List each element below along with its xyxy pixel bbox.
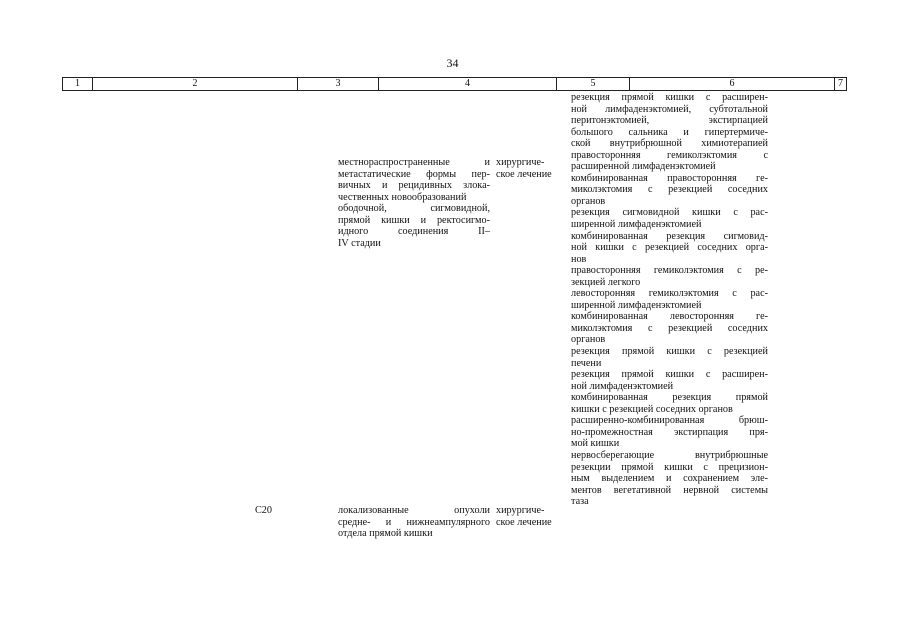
text-line: комбинированная резекция сигмовид- xyxy=(571,230,768,242)
treatment-type-block1 xyxy=(496,157,568,180)
table-header-row xyxy=(62,77,847,91)
header-col-5: 5 xyxy=(556,78,629,90)
text-line: вичных и рецидивных злока- xyxy=(338,180,490,192)
text-line: печени xyxy=(571,357,602,369)
text-line: таза xyxy=(571,496,589,508)
text-line: локализованные опухоли xyxy=(338,505,490,516)
text-line: местнораспространенные и xyxy=(338,157,490,168)
text-line: ной лимфаденэктомией, субтотальной xyxy=(571,103,768,115)
text-line: метастатические формы пер- xyxy=(338,168,490,180)
treatment-methods-column xyxy=(571,92,768,508)
page-number: 34 xyxy=(446,56,459,70)
text-line: резекция прямой кишки с резекцией xyxy=(571,346,768,358)
text-line: левосторонняя гемиколэктомия с рас- xyxy=(571,288,768,300)
text-line: правосторонняя гемиколэктомия с ре- xyxy=(571,265,768,277)
header-col-3: 3 xyxy=(297,78,378,90)
header-col-6: 6 xyxy=(629,78,834,90)
text-line: ширенной лимфаденэктомией xyxy=(571,219,702,231)
text-line: комбинированная правосторонняя ге- xyxy=(571,172,768,184)
text-line: прямой кишки и ректосигмо- xyxy=(338,214,490,226)
text-line: ным выделением и сохранением эле- xyxy=(571,473,768,485)
text-line: чественных новообразований xyxy=(338,191,467,203)
text-line: ширенной лимфаденэктомией xyxy=(571,299,702,311)
text-line: но-промежностная экстирпация пря- xyxy=(571,426,768,438)
header-col-7: 7 xyxy=(834,78,847,90)
header-col-4: 4 xyxy=(378,78,556,90)
icd-code: C20 xyxy=(255,505,272,516)
text-line: правосторонняя гемиколэктомия с xyxy=(571,149,768,161)
text-line: хирургиче- xyxy=(496,505,545,516)
text-line: ское лечение xyxy=(496,168,552,180)
text-line: нервосберегающие внутрибрюшные xyxy=(571,449,768,461)
text-line: расширенно-комбинированная брюш- xyxy=(571,415,768,427)
text-line: ной лимфаденэктомией xyxy=(571,380,674,392)
text-line: IV стадии xyxy=(338,237,381,249)
text-line: ское лечение xyxy=(496,516,552,528)
text-line: средне- и нижнеампулярного xyxy=(338,516,490,528)
header-col-2: 2 xyxy=(92,78,297,90)
text-line: кишки с резекцией соседних органов xyxy=(571,403,733,415)
text-line: комбинированная резекция прямой xyxy=(571,392,768,404)
text-line: резекция прямой кишки с расширен- xyxy=(571,92,768,103)
text-line: резекция сигмовидной кишки с рас- xyxy=(571,207,768,219)
diagnosis-description-block2 xyxy=(338,505,490,540)
text-line: большого сальника и гипертермиче- xyxy=(571,126,768,138)
text-line: ской внутрибрюшной химиотерапией xyxy=(571,138,768,150)
text-line: комбинированная левосторонняя ге- xyxy=(571,311,768,323)
text-line: перитонэктомией, экстирпацией xyxy=(571,115,768,127)
text-line: резекции прямой кишки с прецизион- xyxy=(571,461,768,473)
text-line: идного соединения II– xyxy=(338,226,490,238)
treatment-type-block2 xyxy=(496,505,568,528)
text-line: мой кишки xyxy=(571,438,620,450)
text-line: ободочной, сигмовидной, xyxy=(338,203,490,215)
text-line: миколэктомия с резекцией соседних xyxy=(571,184,768,196)
text-line: резекция прямой кишки с расширен- xyxy=(571,369,768,381)
header-col-1: 1 xyxy=(62,78,92,90)
text-line: нов xyxy=(571,253,587,265)
diagnosis-description-block1 xyxy=(338,157,490,249)
text-line: органов xyxy=(571,334,606,346)
text-line: ментов вегетативной нервной системы xyxy=(571,484,768,496)
text-line: расширенной лимфаденэктомией xyxy=(571,161,716,173)
text-line: органов xyxy=(571,195,606,207)
text-line: отдела прямой кишки xyxy=(338,528,433,540)
icd-code-block2 xyxy=(255,505,295,517)
text-line: хирургиче- xyxy=(496,157,545,168)
text-line: миколэктомия с резекцией соседних xyxy=(571,322,768,334)
text-line: зекцией легкого xyxy=(571,276,641,288)
text-line: ной кишки с резекцией соседних орга- xyxy=(571,242,768,254)
